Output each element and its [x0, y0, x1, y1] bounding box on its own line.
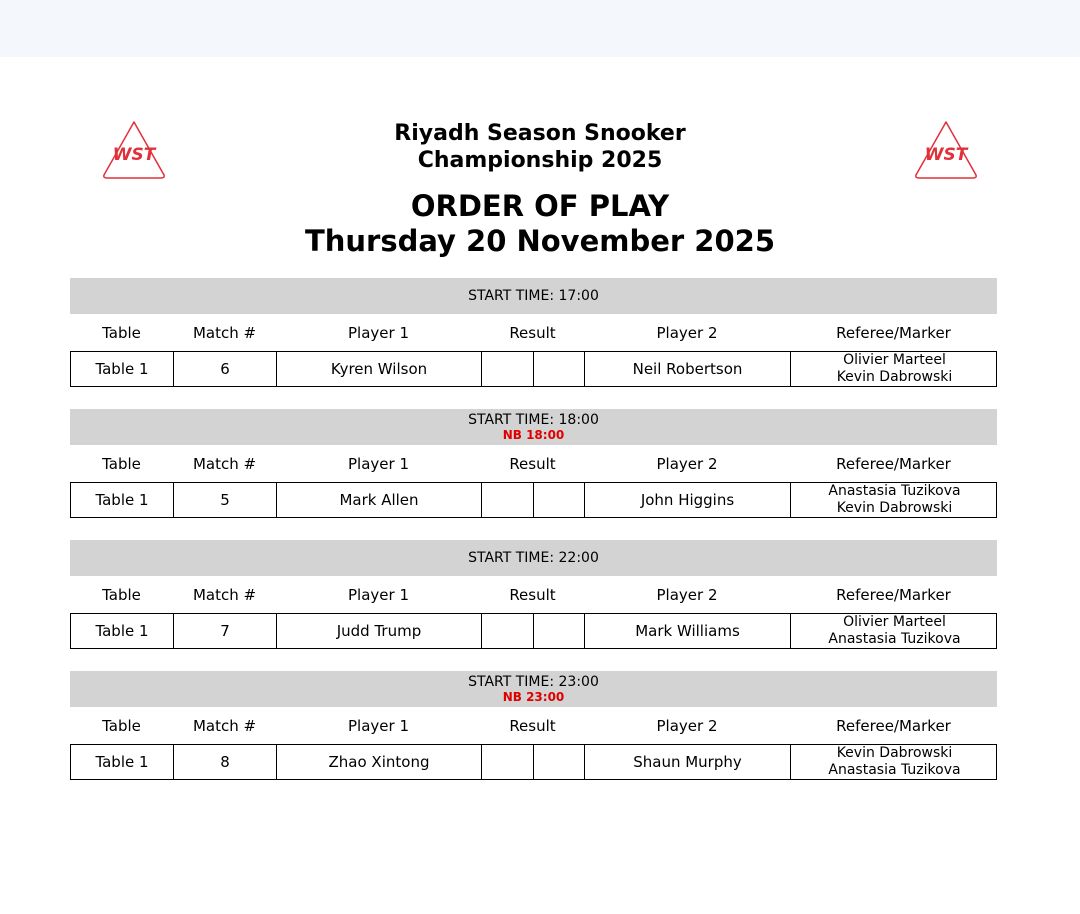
- player2-cell: Mark Williams: [585, 614, 791, 648]
- score2-cell: [534, 483, 585, 517]
- player1-cell: Kyren Wilson: [277, 352, 482, 386]
- nb-note: NB 18:00: [502, 428, 565, 442]
- col-player2: Player 2: [656, 585, 718, 604]
- start-time-bar: [70, 540, 997, 576]
- start-time: START TIME: 22:00: [468, 550, 599, 566]
- match-row: [70, 351, 997, 387]
- match-row: [70, 613, 997, 649]
- col-player2: Player 2: [656, 716, 718, 735]
- marker-name: Anastasia Tuzikova: [828, 631, 961, 647]
- marker-name: Anastasia Tuzikova: [828, 762, 961, 778]
- session-block: [70, 671, 997, 780]
- col-result: Result: [509, 323, 556, 342]
- logo-text: WST: [924, 145, 968, 165]
- col-player1: Player 1: [348, 716, 409, 735]
- start-time-bar: [70, 671, 997, 707]
- start-time: START TIME: 18:00: [468, 412, 599, 428]
- col-player1: Player 1: [348, 323, 409, 342]
- referee-name: Olivier Marteel: [843, 352, 946, 368]
- col-match: Match #: [192, 716, 257, 735]
- top-bar: [0, 0, 1080, 57]
- score2-cell: [534, 614, 585, 648]
- col-referee: Referee/Marker: [836, 716, 951, 735]
- col-player1: Player 1: [348, 585, 409, 604]
- logo-text: WST: [112, 145, 156, 165]
- marker-name: Kevin Dabrowski: [836, 500, 953, 516]
- match-number-cell: 5: [174, 483, 277, 517]
- col-referee: Referee/Marker: [836, 585, 951, 604]
- referee-marker-cell: [791, 352, 998, 386]
- col-player1: Player 1: [348, 454, 409, 473]
- start-time: START TIME: 23:00: [468, 674, 599, 690]
- order-of-play-heading: [0, 189, 1080, 259]
- player2-cell: John Higgins: [585, 483, 791, 517]
- start-time-bar: [70, 409, 997, 445]
- col-match: Match #: [192, 585, 257, 604]
- col-result: Result: [509, 454, 556, 473]
- start-time: START TIME: 17:00: [468, 288, 599, 304]
- referee-name: Olivier Marteel: [843, 614, 946, 630]
- col-referee: Referee/Marker: [836, 323, 951, 342]
- page-header: [0, 120, 1080, 259]
- match-row: [70, 744, 997, 780]
- referee-marker-cell: [791, 614, 998, 648]
- event-title-line1: Riyadh Season Snooker: [394, 121, 686, 146]
- session-block: [70, 278, 997, 387]
- heading-line1: ORDER OF PLAY: [410, 189, 670, 223]
- score2-cell: [534, 745, 585, 779]
- score1-cell: [482, 614, 534, 648]
- heading-date: Thursday 20 November 2025: [304, 224, 776, 258]
- table-cell: Table 1: [71, 483, 174, 517]
- col-player2: Player 2: [656, 323, 718, 342]
- start-time-bar: [70, 278, 997, 314]
- col-table: Table: [102, 323, 141, 342]
- col-referee: Referee/Marker: [836, 454, 951, 473]
- match-number-cell: 7: [174, 614, 277, 648]
- score2-cell: [534, 352, 585, 386]
- table-cell: Table 1: [71, 614, 174, 648]
- match-number-cell: 6: [174, 352, 277, 386]
- score1-cell: [482, 352, 534, 386]
- column-headers: [70, 314, 997, 351]
- col-result: Result: [509, 716, 556, 735]
- referee-name: Anastasia Tuzikova: [828, 483, 961, 499]
- col-table: Table: [102, 716, 141, 735]
- player2-cell: Shaun Murphy: [585, 745, 791, 779]
- col-match: Match #: [192, 454, 257, 473]
- score1-cell: [482, 745, 534, 779]
- marker-name: Kevin Dabrowski: [836, 369, 953, 385]
- match-row: [70, 482, 997, 518]
- col-match: Match #: [192, 323, 257, 342]
- referee-marker-cell: [791, 483, 998, 517]
- session-block: [70, 540, 997, 649]
- referee-marker-cell: [791, 745, 998, 779]
- table-cell: Table 1: [71, 745, 174, 779]
- event-title-line2: Championship 2025: [417, 148, 663, 173]
- score1-cell: [482, 483, 534, 517]
- session-block: [70, 409, 997, 518]
- player1-cell: Judd Trump: [277, 614, 482, 648]
- column-headers: [70, 445, 997, 482]
- col-result: Result: [509, 585, 556, 604]
- column-headers: [70, 707, 997, 744]
- column-headers: [70, 576, 997, 613]
- nb-note: NB 23:00: [502, 690, 565, 704]
- player2-cell: Neil Robertson: [585, 352, 791, 386]
- col-table: Table: [102, 585, 141, 604]
- referee-name: Kevin Dabrowski: [836, 745, 953, 761]
- player1-cell: Mark Allen: [277, 483, 482, 517]
- match-number-cell: 8: [174, 745, 277, 779]
- table-cell: Table 1: [71, 352, 174, 386]
- col-table: Table: [102, 454, 141, 473]
- player1-cell: Zhao Xintong: [277, 745, 482, 779]
- col-player2: Player 2: [656, 454, 718, 473]
